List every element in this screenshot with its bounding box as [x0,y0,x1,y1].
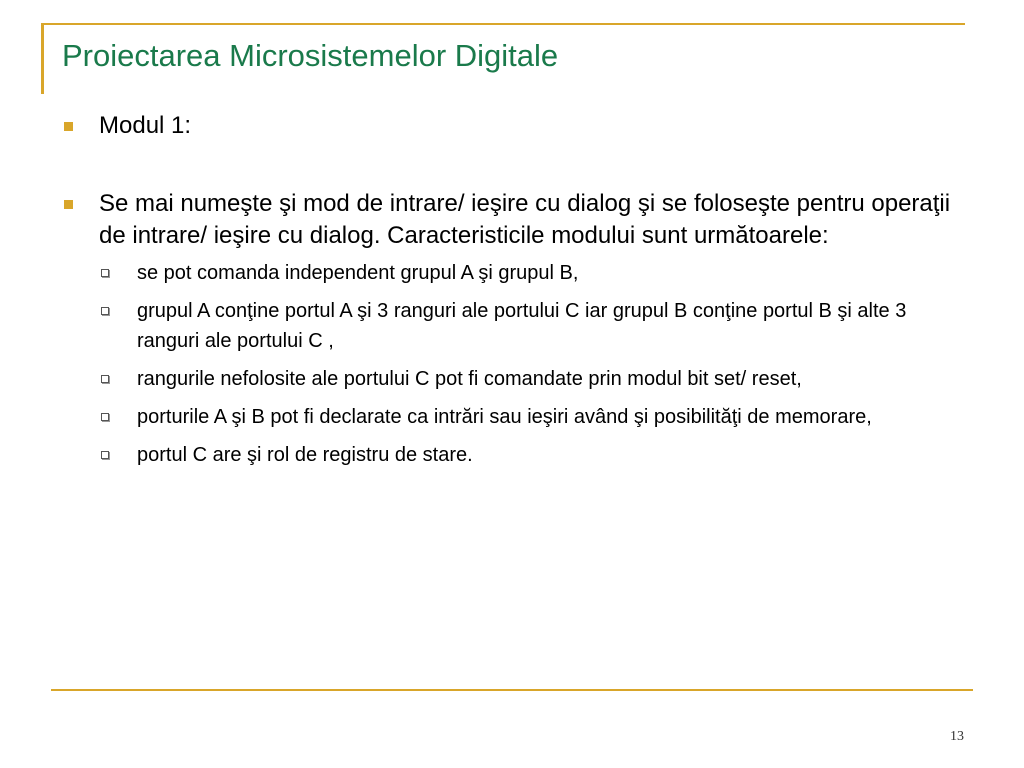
hollow-square-bullet-icon [101,307,109,315]
bullet-item [62,188,952,470]
sub-bullet-text: se pot comanda independent grupul A şi grupul B, [137,262,579,284]
slide-title: Proiectarea Microsistemelor Digitale [62,38,559,73]
bullet-text: Modul 1: [99,112,192,139]
hollow-square-bullet-icon [101,413,109,421]
hollow-square-bullet-icon [101,375,109,383]
sub-bullet-item [62,440,952,470]
left-accent-line [41,23,44,94]
sub-bullet-list [62,258,952,470]
sub-bullet-item [62,258,952,288]
square-bullet-icon [64,200,73,209]
sub-bullet-text: portul C are şi rol de registru de stare. [137,444,473,466]
sub-bullet-item [62,296,952,356]
bullet-paragraph [62,188,952,252]
hollow-square-bullet-icon [101,269,109,277]
slide-content [62,110,952,478]
sub-bullet-text: porturile A şi B pot fi declarate ca intrări sau ieşiri având şi posibilităţi de memorare, [137,406,872,428]
sub-bullet-text: grupul A conţine portul A şi 3 ranguri ale portului C iar grupul B conţine portul B şi alte 3 ranguri ale portului C , [137,300,907,352]
top-accent-line [41,23,965,25]
bullet-text: Se mai numeşte şi mod de intrare/ ieşire cu dialog şi se foloseşte pentru operaţii de intrare/ ieşire cu dialog. Caracteristicile modului sunt următoarele: [99,190,951,249]
sub-bullet-item [62,402,952,432]
hollow-square-bullet-icon [101,451,109,459]
sub-bullet-text: rangurile nefolosite ale portului C pot fi comandate prin modul bit set/ reset, [137,368,802,390]
sub-bullet-item [62,364,952,394]
page-number: 13 [950,729,964,744]
bullet-item [62,110,952,142]
bottom-accent-line [51,689,973,691]
square-bullet-icon [64,122,73,131]
